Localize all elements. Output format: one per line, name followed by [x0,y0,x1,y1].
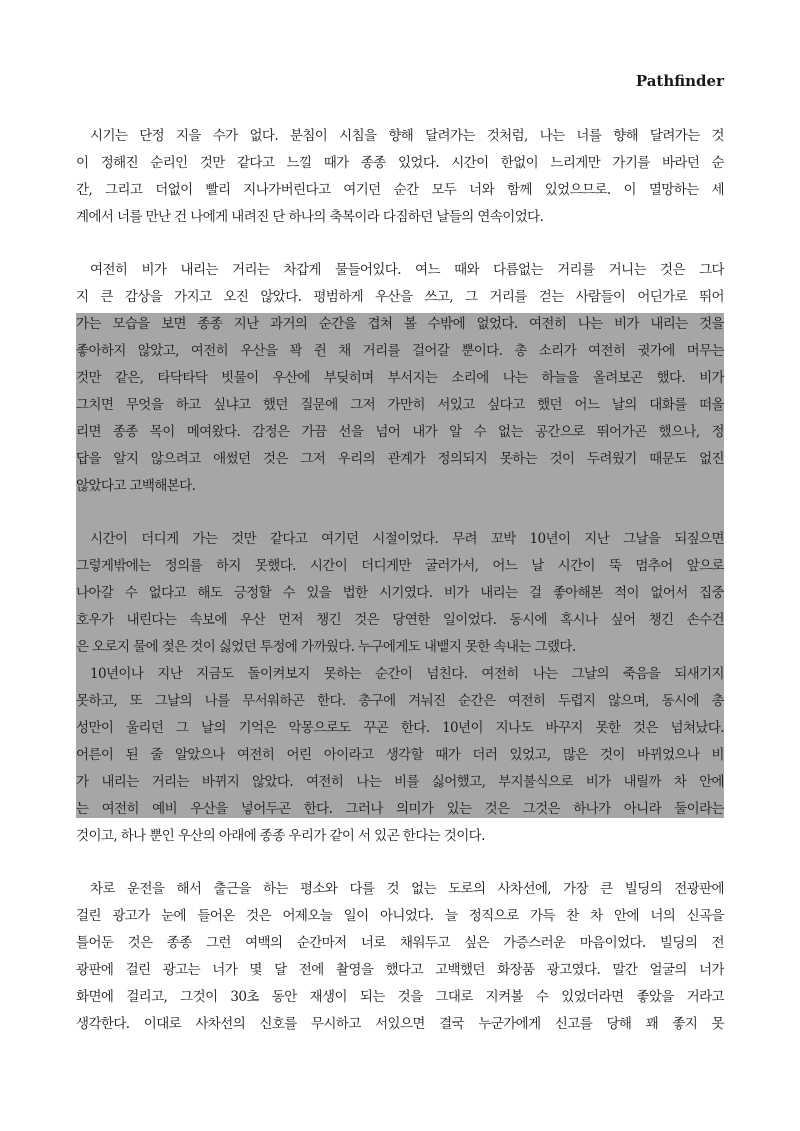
text-line: 호우가 내린다는 속보에 우산 먼저 챙긴 것은 당연한 일이었다. 동시에 혹시나 싶어 챙긴 손수건 [76,612,724,628]
text-line: 않았다고 고백해본다. [76,478,196,494]
text-line: 가는 모습을 보면 종종 지난 과거의 순간을 겹쳐 볼 수밖에 없었다. 여전히 나는 비가 내리는 것을 [76,316,724,332]
text-line: 계에서 너를 만난 건 나에게 내려진 단 하나의 축복이라 다짐하던 날들의 연속이었다. [76,209,544,225]
text-line: 차로 운전을 해서 출근을 하는 평소와 다를 것 없는 도로의 사차선에, 가장 큰 빌딩의 전광판에 [90,881,724,897]
text-line: 답을 알지 않으려고 애썼던 것은 그저 우리의 관계가 정의되지 못하는 것이 두려웠기 때문도 없진 [76,451,724,467]
text-line: 그치면 무엇을 하고 싶냐고 했던 질문에 그저 가만히 서있고 싶다고 했던 어느 날의 대화를 떠올 [76,397,724,413]
text-line: 리면 종종 목이 메여왔다. 감정은 가끔 선을 넘어 내가 알 수 없는 공간으로 뛰어가곤 했으나, 정 [76,424,724,440]
text-line: 어른이 된 줄 알았으나 여전히 어린 아이라고 생각할 때가 더러 있었고, 많은 것이 바뀌었으나 비 [76,747,724,763]
text-line: 것이고, 하나 뿐인 우산의 아래에 종종 우리가 같이 서 있곤 한다는 것이다. [76,828,485,844]
page-header-title: Pathfinder [635,72,724,90]
text-line: 시간이 더디게 가는 것만 같다고 여기던 시절이었다. 무려 꼬박 10년이 지난 그날을 되짚으면 [90,531,724,547]
text-line: 은 오로지 물에 젖은 것이 싫었던 투정에 가까웠다. 누구에게도 내뱉지 못한 속내는 그랬다. [76,639,576,655]
text-line: 걸린 광고가 눈에 들어온 것은 어제오늘 일이 아니었다. 늘 정직으로 가득 찬 차 안에 너의 신곡을 [76,908,724,924]
text-line: 좋아하지 않았고, 여전히 우산을 꽉 쥔 채 거리를 걸어갈 뿐이다. 총 소리가 여전히 귓가에 머무는 [76,343,724,359]
text-line: 생각한다. 이대로 사차선의 신호를 무시하고 서있으면 결국 누군가에게 신고를 당해 꽤 좋지 못 [76,1016,724,1032]
text-line: 나아갈 수 없다고 해도 긍정할 수 있을 법한 시기였다. 비가 내리는 걸 좋아해본 적이 없어서 집중 [76,585,724,601]
text-line: 광판에 걸린 광고는 너가 몇 달 전에 촬영을 했다고 고백했던 화장품 광고였다. 말간 얼굴의 너가 [76,962,724,978]
text-line: 이 정해진 순리인 것만 같다고 느낄 때가 종종 있었다. 시간이 한없이 느리게만 가기를 바라던 순 [76,155,724,171]
text-line: 10년이나 지난 지금도 돌이켜보지 못하는 순간이 넘친다. 여전히 나는 그날의 죽음을 되새기지 [90,666,724,682]
text-line: 틀어둔 것은 종종 그런 여백의 순간마저 너로 채워두고 싶은 가증스러운 마음이었다. 빌딩의 전 [76,935,724,951]
text-line: 간, 그리고 더없이 빨리 지나가버린다고 여기던 순간 모두 너와 함께 있었으므로. 이 멸망하는 세 [76,182,724,198]
text-line: 화면에 걸리고, 그것이 30초 동안 재생이 되는 것을 그대로 지켜볼 수 있었더라면 좋았을 거라고 [76,989,724,1005]
text-line: 그렇게밖에는 정의를 하지 못했다. 시간이 더디게만 굴러가서, 어느 날 시간이 뚝 멈추어 앞으로 [76,558,724,574]
text-line: 여전히 비가 내리는 거리는 차갑게 물들어있다. 여느 때와 다름없는 거리를 거니는 것은 그다 [90,262,724,278]
text-line: 것만 같은, 타닥타닥 빗물이 우산에 부딪히며 부서지는 소리에 나는 하늘을 올려보곤 했다. 비가 [76,370,724,386]
text-line: 는 여전히 예비 우산을 넣어두곤 한다. 그러나 의미가 있는 것은 그것은 하나가 아니라 둘이라는 [76,801,724,817]
text-line: 가 내리는 거리는 바뀌지 않았다. 여전히 나는 비를 싫어했고, 부지불식으로 비가 내릴까 차 안에 [76,774,724,790]
text-line: 시기는 단정 지을 수가 없다. 분침이 시침을 향해 달려가는 것처럼, 나는 너를 향해 달려가는 것 [90,128,724,144]
text-line: 못하고, 또 그날의 나를 무서워하곤 한다. 총구에 겨눠진 순간은 여전히 두렵지 않으며, 동시에 총 [76,693,724,709]
text-line: 성만이 울리던 그 날의 기억은 악몽으로도 꾸곤 한다. 10년이 지나도 바꾸지 못한 것은 넘쳐났다. [76,720,724,736]
text-line: 지 큰 감상을 가지고 오진 않았다. 평범하게 우산을 쓰고, 그 거리를 걷는 사람들이 어딘가로 뛰어 [76,289,724,305]
